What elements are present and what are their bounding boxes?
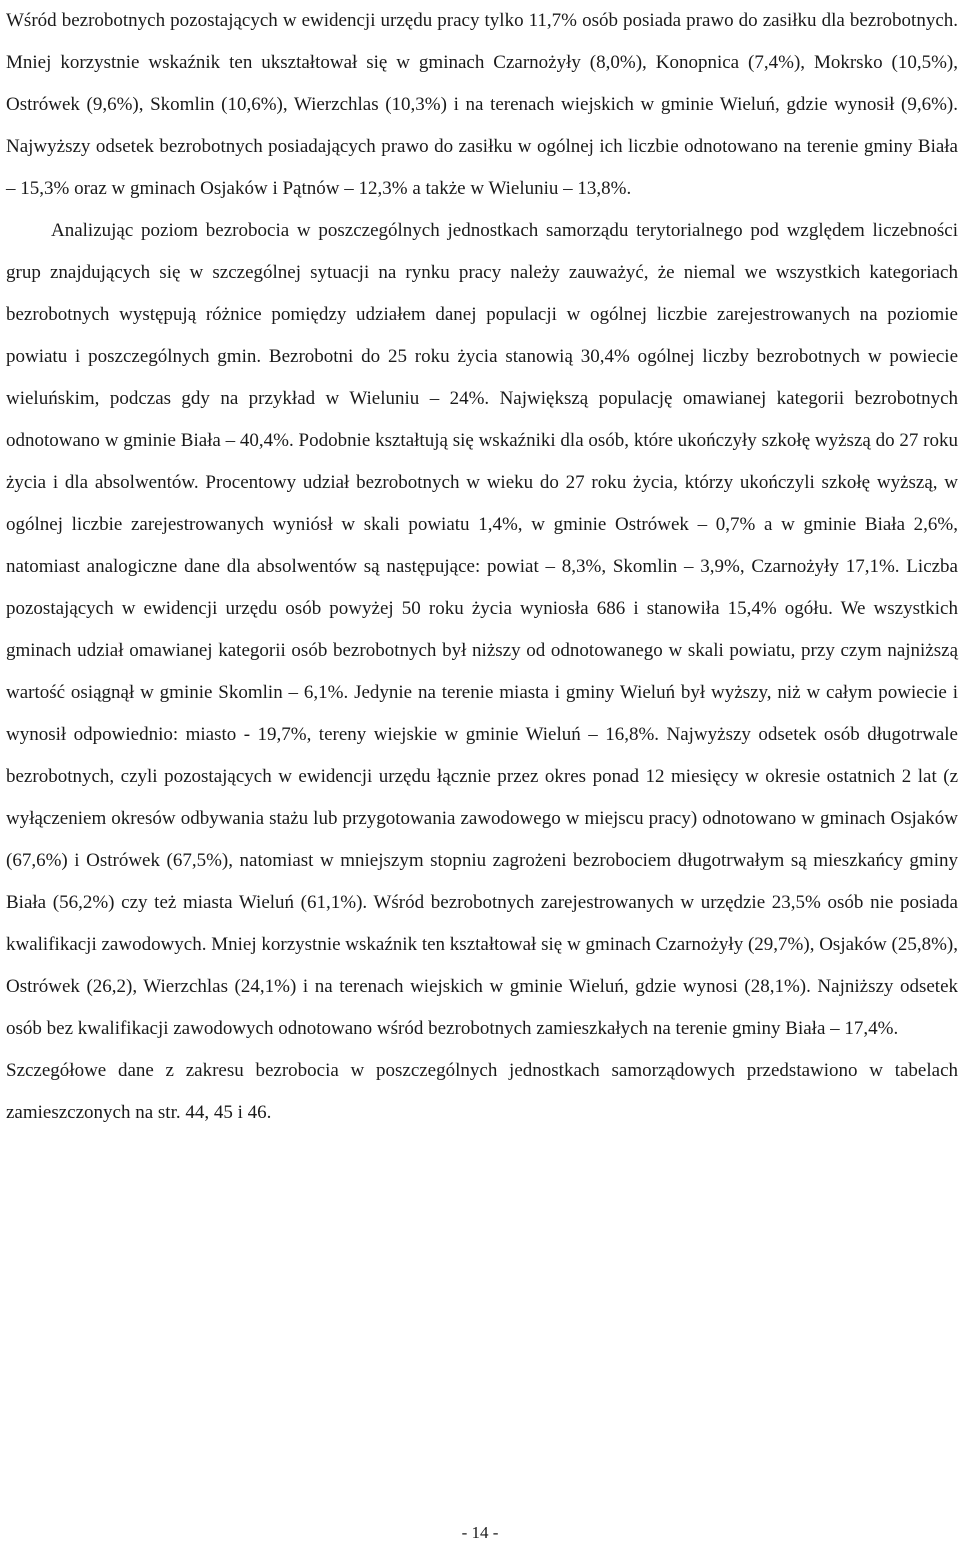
- paragraph-unemployment-analysis: Analizując poziom bezrobocia w poszczególnych jednostkach samorządu terytorialnego pod względem liczebności grup znajdujących się w szczególnej sytuacji na rynku pracy należy zauważyć, że niemal we wszystkich kategoriach bezrobotnych występują różnice pomiędzy udziałem danej populacji w ogólnej liczbie zarejestrowanych na poziomie powiatu i poszczególnych gmin. Bezrobotni do 25 roku życia stanowią 30,4% ogólnej liczby bezrobotnych w powiecie wieluńskim, podczas gdy na przykład w Wieluniu – 24%. Największą populację omawianej kategorii bezrobotnych odnotowano w gminie Biała – 40,4%. Podobnie kształtują się wskaźniki dla osób, które ukończyły szkołę wyższą do 27 roku życia i dla absolwentów. Procentowy udział bezrobotnych w wieku do 27 roku życia, którzy ukończyli szkołę wyższą, w ogólnej liczbie zarejestrowanych wyniósł w skali powiatu 1,4%, w gminie Ostrówek – 0,7% a w gminie Biała 2,6%, natomiast analogiczne dane dla absolwentów są następujące: powiat – 8,3%, Skomlin – 3,9%, Czarnożyły 17,1%. Liczba pozostających w ewidencji urzędu osób powyżej 50 roku życia wyniosła 686 i stanowiła 15,4% ogółu. We wszystkich gminach udział omawianej kategorii osób bezrobotnych był niższy od odnotowanego w skali powiatu, przy czym najniższą wartość osiągnął w gminie Skomlin – 6,1%. Jedynie na terenie miasta i gminy Wieluń był wyższy, niż w całym powiecie i wynosił odpowiednio: miasto - 19,7%, tereny wiejskie w gminie Wieluń – 16,8%. Najwyższy odsetek osób długotrwale bezrobotnych, czyli pozostających w ewidencji urzędu łącznie przez okres ponad 12 miesięcy w okresie ostatnich 2 lat (z wyłączeniem okresów odbywania stażu lub przygotowania zawodowego w miejscu pracy) odnotowano w gminach Osjaków (67,6%) i Ostrówek (67,5%), natomiast w mniejszym stopniu zagrożeni bezrobociem długotrwałym są mieszkańcy gminy Biała (56,2%) czy też miasta Wieluń (61,1%). Wśród bezrobotnych zarejestrowanych w urzędzie 23,5% osób nie posiada kwalifikacji zawodowych. Mniej korzystnie wskaźnik ten kształtował się w gminach Czarnożyły (29,7%), Osjaków (25,8%), Ostrówek (26,2), Wierzchlas (24,1%) i na terenach wiejskich w gminie Wieluń, gdzie wynosi (28,1%). Najniższy odsetek osób bez kwalifikacji zawodowych odnotowano wśród bezrobotnych zamieszkałych na terenie gminy Biała – 17,4%.: [6, 220, 958, 1039]
- paragraph-unemployment-benefits: Wśród bezrobotnych pozostających w ewidencji urzędu pracy tylko 11,7% osób posiada prawo do zasiłku dla bezrobotnych. Mniej korzystnie wskaźnik ten ukształtował się w gminach Czarnożyły (8,0%), Konopnica (7,4%), Mokrsko (10,5%), Ostrówek (9,6%), Skomlin (10,6%), Wierzchlas (10,3%) i na terenach wiejskich w gminie Wieluń, gdzie wynosił (9,6%). Najwyższy odsetek bezrobotnych posiadających prawo do zasiłku w ogólnej ich liczbie odnotowano na terenie gminy Biała – 15,3% oraz w gminach Osjaków i Pątnów – 12,3% a także w Wieluniu – 13,8%.: [6, 10, 958, 199]
- page-number: - 14 -: [461, 1523, 499, 1542]
- paragraph-details-reference: Szczegółowe dane z zakresu bezrobocia w poszczególnych jednostkach samorządowych przedstawiono w tabelach zamieszczonych na str. 44, 45 i 46.: [6, 1060, 958, 1123]
- document-body: [6, 0, 958, 1134]
